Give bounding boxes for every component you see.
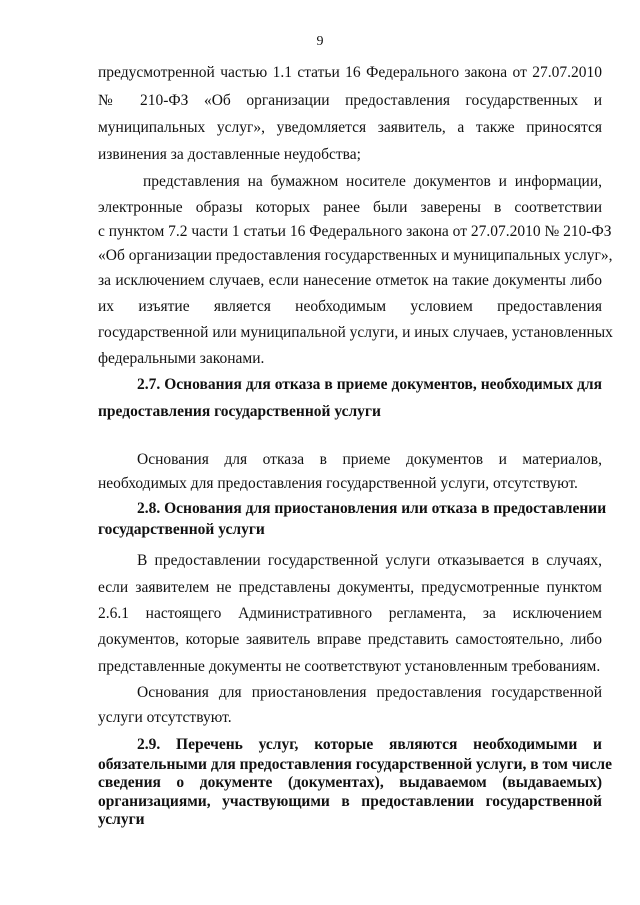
text-line: представления на бумажном носителе документов и информации, — [143, 173, 602, 190]
text-line: Основания для отказа в приеме документов и материалов, — [137, 451, 602, 468]
section-heading: 2.8. Основания для приостановления или отказа в предоставлении — [137, 500, 607, 517]
text-line: «Об организации предоставления государственных и муниципальных услуг», — [98, 247, 613, 264]
section-heading: государственной услуги — [98, 521, 265, 538]
text-line: Основания для приостановления предоставления государственной — [137, 684, 602, 701]
section-heading: сведения о документе (документах), выдаваемом (выдаваемых) — [98, 774, 602, 791]
page-number: 9 — [316, 34, 324, 49]
section-heading: предоставления государственной услуги — [98, 403, 381, 420]
text-line: за исключением случаев, если нанесение отметок на такие документы либо — [98, 272, 602, 289]
section-heading: 2.7. Основания для отказа в приеме документов, необходимых для — [137, 376, 602, 393]
text-line: № 210-ФЗ «Об организации предоставления государственных и — [98, 92, 602, 109]
section-heading: услуги — [98, 811, 145, 828]
text-line: федеральными законами. — [98, 350, 265, 367]
text-line: электронные образы которых ранее были заверены в соответствии — [98, 199, 602, 216]
text-line: их изъятие является необходимым условием предоставления — [98, 298, 602, 315]
text-line: В предоставлении государственной услуги отказывается в случаях, — [137, 552, 602, 569]
section-heading: обязательными для предоставления государственной услуги, в том числе — [98, 756, 612, 773]
text-line: если заявителем не представлены документы, предусмотренные пунктом — [98, 579, 602, 596]
text-line: 2.6.1 настоящего Административного регламента, за исключением — [98, 605, 602, 622]
text-line: с пунктом 7.2 части 1 статьи 16 Федерального закона от 27.07.2010 № 210-ФЗ — [98, 223, 612, 240]
section-heading: 2.9. Перечень услуг, которые являются необходимыми и — [137, 736, 602, 753]
text-line: представленные документы не соответствуют установленным требованиям. — [98, 658, 601, 675]
text-line: муниципальных услуг», уведомляется заявитель, а также приносятся — [98, 119, 602, 136]
text-line: необходимых для предоставления государственной услуги, отсутствуют. — [98, 475, 578, 492]
text-line: услуги отсутствуют. — [98, 709, 232, 726]
text-line: извинения за доставленные неудобства; — [98, 146, 361, 163]
section-heading: организациями, участвующими в предоставлении государственной — [98, 793, 602, 810]
text-line: предусмотренной частью 1.1 статьи 16 Федерального закона от 27.07.2010 — [98, 64, 602, 81]
text-line: документов, которые заявитель вправе представить самостоятельно, либо — [98, 631, 602, 648]
text-line: государственной или муниципальной услуги, и иных случаев, установленных — [98, 324, 613, 341]
